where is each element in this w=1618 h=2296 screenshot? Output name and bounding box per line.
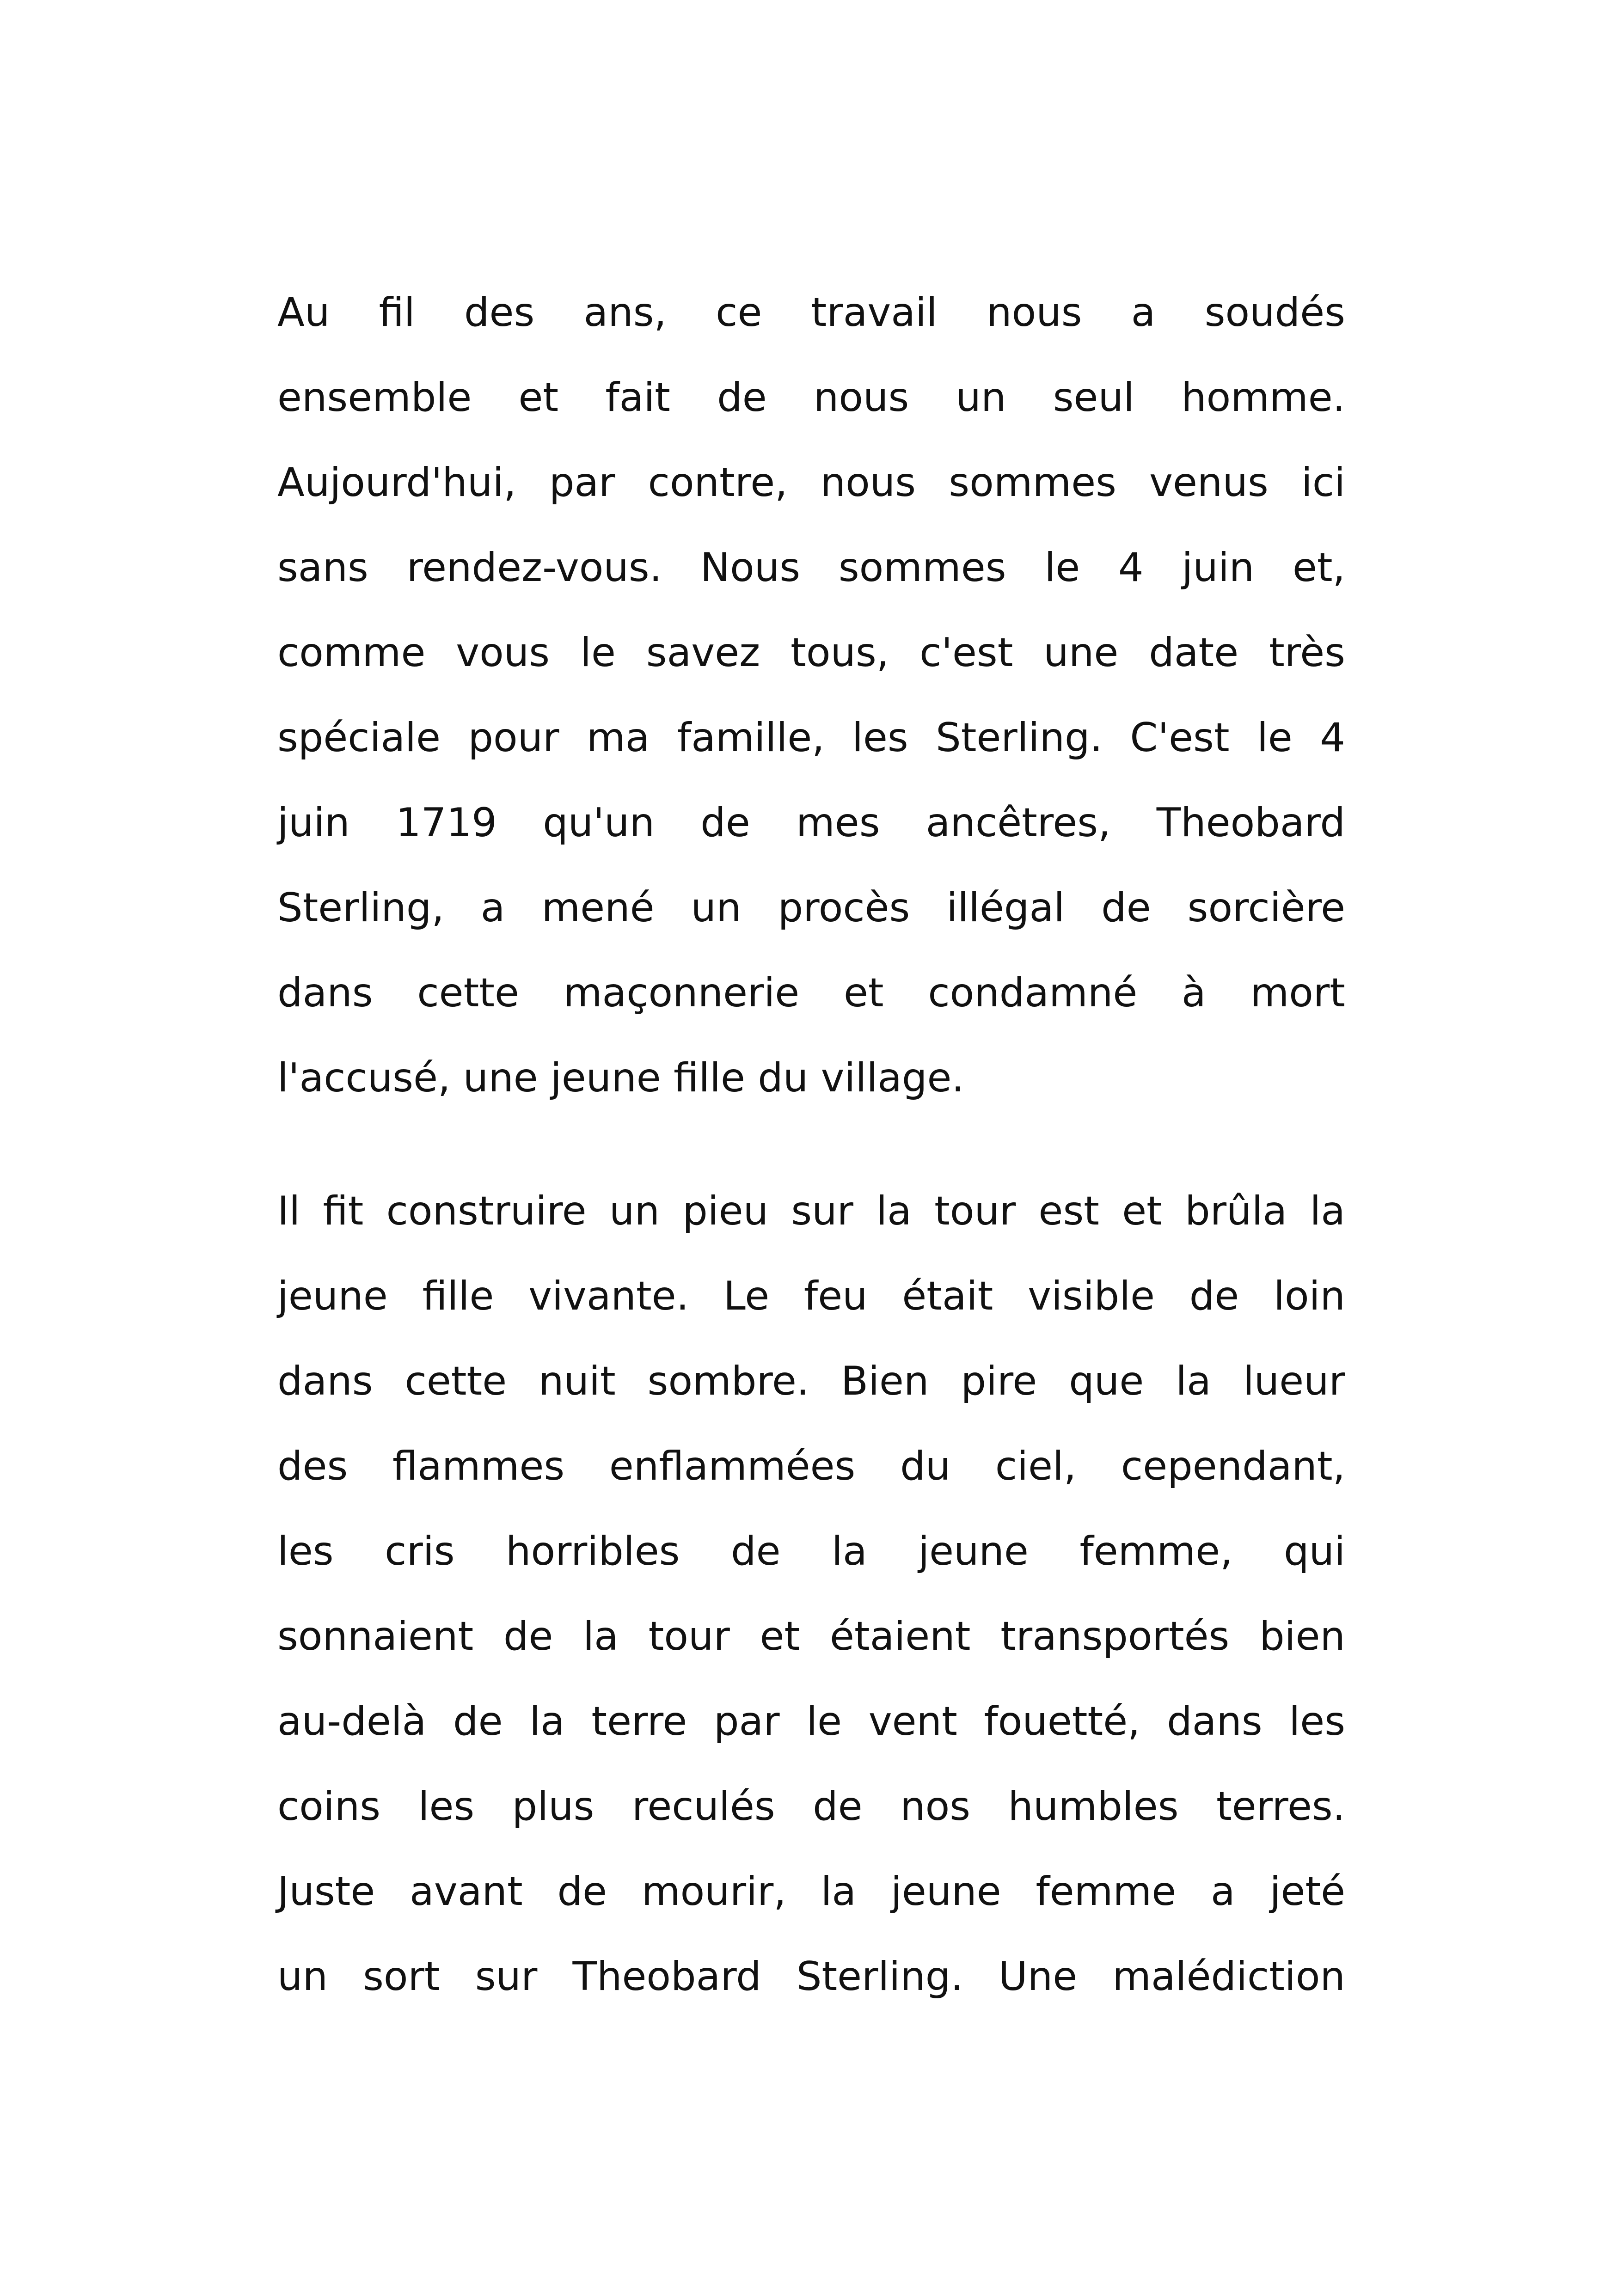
paragraph-line: l'accusé, une jeune fille du village. [277,1055,964,1101]
paragraph-line: jeune fille vivante. Le feu était visible de loin [277,1273,1345,1319]
paragraph-line: Aujourd'hui, par contre, nous sommes venus ici [277,459,1345,506]
paragraph-line: Il fit construire un pieu sur la tour est et brûla la [277,1188,1345,1234]
paragraph-line: comme vous le savez tous, c'est une date très [277,630,1345,676]
paragraph-line: les cris horribles de la jeune femme, qui [277,1528,1345,1574]
paragraph-line: ensemble et fait de nous un seul homme. [277,374,1345,421]
paragraph-1 [277,270,1345,1120]
paragraph-line: dans cette maçonnerie et condamné à mort [277,970,1345,1016]
paragraph-line: juin 1719 qu'un de mes ancêtres, Theobard [277,800,1345,846]
paragraph-line: Sterling, a mené un procès illégal de sorcière [277,885,1345,931]
paragraph-line: un sort sur Theobard Sterling. Une malédiction [277,1953,1345,2000]
paragraph-line: dans cette nuit sombre. Bien pire que la lueur [277,1358,1345,1404]
paragraph-2 [277,1169,1345,2019]
paragraph-line: sans rendez-vous. Nous sommes le 4 juin et, [277,545,1345,591]
paragraph-line: des flammes enflammées du ciel, cependant, [277,1443,1345,1489]
paragraph-line: coins les plus reculés de nos humbles terres. [277,1783,1345,1830]
paragraph-line: spéciale pour ma famille, les Sterling. C'est le 4 [277,715,1345,761]
paragraph-line: Au fil des ans, ce travail nous a soudés [277,289,1345,336]
paragraph-line: sonnaient de la tour et étaient transportés bien [277,1613,1345,1659]
paragraph-line: Juste avant de mourir, la jeune femme a jeté [277,1868,1345,1915]
paragraph-line: au-delà de la terre par le vent fouetté, dans les [277,1698,1345,1745]
